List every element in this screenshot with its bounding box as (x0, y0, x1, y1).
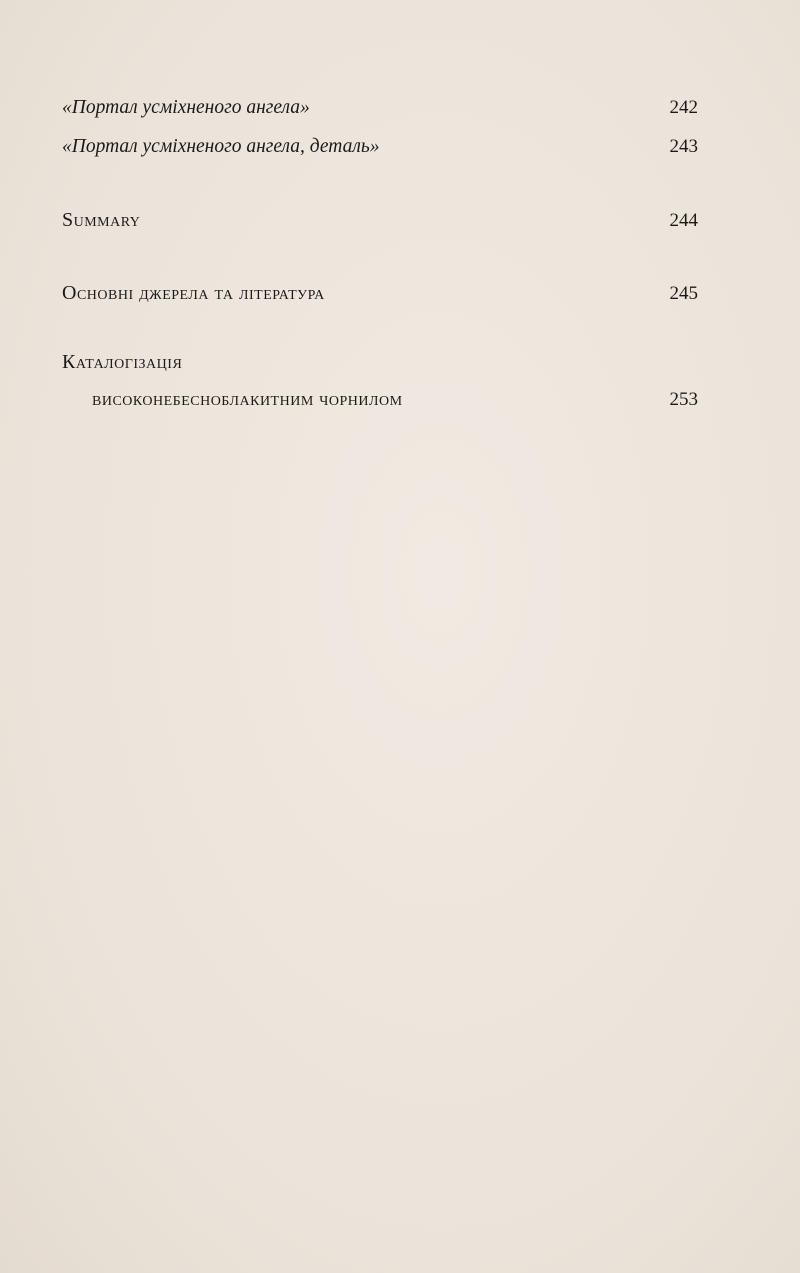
toc-entry-title: Каталогізація (62, 351, 183, 373)
toc-entry-cataloguing (62, 350, 698, 374)
toc-entry-page: 242 (669, 97, 698, 118)
toc-entry-title: «Портал усміхненого ангела» (62, 97, 310, 118)
toc-entry-page: 245 (669, 283, 698, 304)
toc-entry-title: Основні джерела та література (62, 282, 325, 304)
toc-entry-portal (62, 96, 698, 120)
toc-entry-title: Summary (62, 209, 141, 231)
toc-entry-cataloguing-cont (92, 387, 698, 412)
toc-entry-summary (62, 208, 698, 233)
toc-entry-page: 253 (669, 389, 698, 410)
toc-entry-page: 243 (669, 136, 698, 157)
toc-entry-sources (62, 281, 698, 306)
toc-entry-portal-detail (62, 135, 698, 159)
toc-entry-title: високонебесноблакитним чорнилом (92, 388, 403, 410)
toc-entry-title: «Портал усміхненого ангела, деталь» (62, 136, 380, 157)
toc-entry-page: 244 (669, 210, 698, 231)
